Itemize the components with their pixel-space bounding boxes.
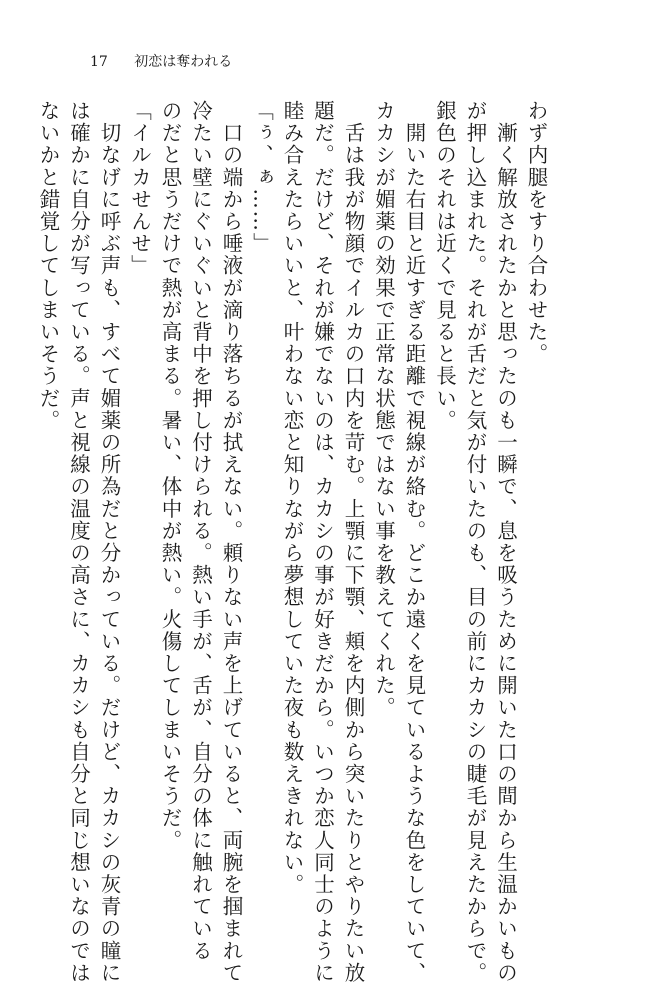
- page-number: 17: [90, 54, 108, 70]
- text-line: 口の端から唾液が滴り落ちるが拭えない。頼りない声を上げていると、両腕を掴まれて: [219, 100, 243, 984]
- text-line: 開いた右目と近すぎる距離で視線が絡む。どこか遠くを見ているような色をしていて、: [402, 100, 426, 984]
- text-line: 睦み合えたらいいと、叶わない恋と知りながら夢想していた夜も数えきれない。: [280, 100, 304, 896]
- text-line: 切なげに呼ぶ声も、すべて媚薬の所為だと分かっている。だけど、カカシの灰青の瞳に: [97, 100, 121, 984]
- dialogue-line: 「ぅ、ぁ……」: [249, 100, 274, 255]
- vertical-body-text: [36, 100, 551, 984]
- text-line: 舌は我が物顔でイルカの口内を苛む。上顎に下顎、頬を内側から突いたりとやりたい放: [341, 100, 365, 984]
- text-line: 冷たい壁にぐいぐいと背中を押し付けられる。熱い手が、舌が、自分の体に触れている: [188, 100, 213, 962]
- text-line: ないかと錯覚してしまいそうだ。: [36, 100, 60, 432]
- text-line: のだと思うだけで熱が高まる。暑い、体中が熱い。火傷してしまいそうだ。: [158, 100, 182, 852]
- text-line: 漸く解放されたかと思ったのも一瞬で、息を吸うために開いた口の間から生温かいもの: [493, 100, 518, 984]
- text-line: 銀色のそれは近くで見ると長い。: [432, 100, 457, 432]
- text-line: カカシが媚薬の効果で正常な状態ではない事を教えてくれた。: [371, 100, 396, 719]
- running-title: 初恋は奪われる: [134, 54, 233, 70]
- dialogue-line: 「イルカせんせ」: [127, 100, 152, 277]
- page-header: [90, 52, 232, 72]
- text-line: 題だ。だけど、それが嫌でないのは、カカシの事が好きだから。いつか恋人同士のように: [310, 100, 335, 984]
- text-line: は確かに自分が写っている。声と視線の温度の高さに、カカシも自分と同じ想いなのでは: [66, 100, 91, 984]
- text-line: わず内腿をすり合わせた。: [524, 100, 548, 366]
- text-line: が押し込まれた。それが舌だと気が付いたのも、目の前にカカシの睫毛が見えたからで。: [463, 100, 487, 984]
